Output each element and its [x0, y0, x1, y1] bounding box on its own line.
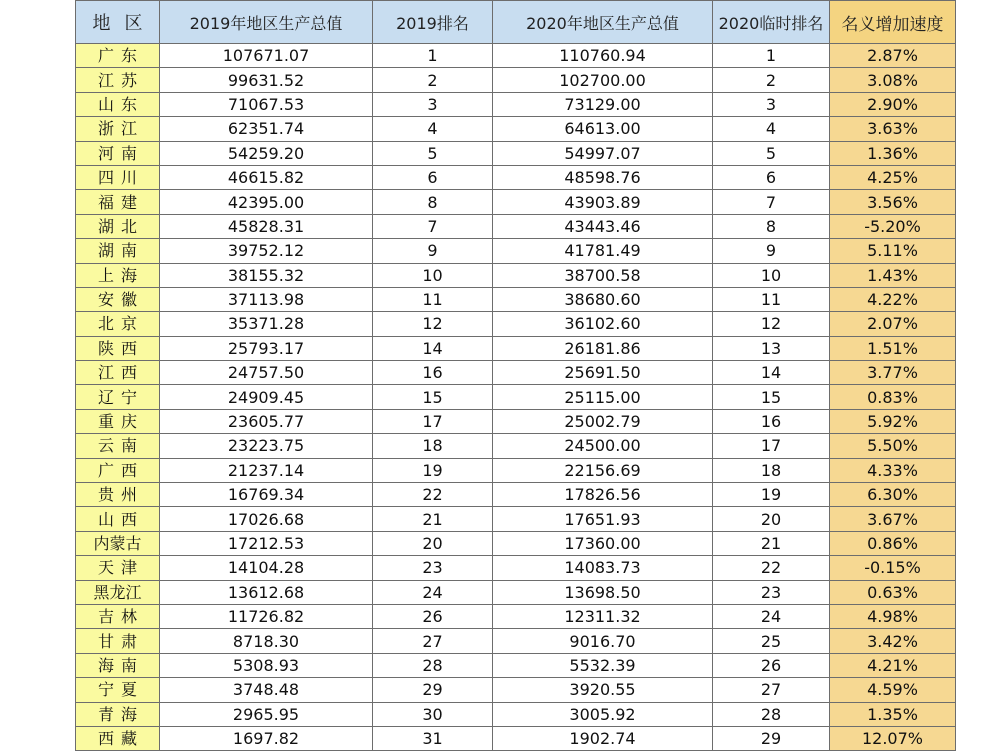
- cell-growth: 0.86%: [830, 531, 956, 555]
- cell-gdp-2019: 62351.74: [160, 117, 373, 141]
- header-rank-2020: 2020临时排名: [713, 1, 830, 44]
- cell-rank-2020: 11: [713, 287, 830, 311]
- cell-gdp-2019: 25793.17: [160, 336, 373, 360]
- cell-gdp-2020: 25691.50: [493, 361, 713, 385]
- cell-growth: 5.92%: [830, 409, 956, 433]
- table-row: [76, 678, 956, 702]
- cell-gdp-2019: 14104.28: [160, 556, 373, 580]
- cell-rank-2019: 19: [373, 458, 493, 482]
- cell-rank-2020: 13: [713, 336, 830, 360]
- cell-gdp-2020: 36102.60: [493, 312, 713, 336]
- cell-growth: 3.42%: [830, 629, 956, 653]
- cell-rank-2019: 1: [373, 44, 493, 68]
- table-row: [76, 361, 956, 385]
- cell-gdp-2020: 5532.39: [493, 653, 713, 677]
- header-gdp-2019: 2019年地区生产总值: [160, 1, 373, 44]
- table-row: [76, 263, 956, 287]
- cell-gdp-2019: 37113.98: [160, 287, 373, 311]
- cell-rank-2020: 29: [713, 726, 830, 750]
- cell-gdp-2019: 71067.53: [160, 92, 373, 116]
- cell-region: 云南: [76, 434, 160, 458]
- cell-gdp-2020: 17826.56: [493, 483, 713, 507]
- cell-growth: 0.83%: [830, 385, 956, 409]
- table-row: [76, 580, 956, 604]
- cell-rank-2019: 22: [373, 483, 493, 507]
- cell-rank-2019: 24: [373, 580, 493, 604]
- cell-gdp-2020: 3005.92: [493, 702, 713, 726]
- cell-gdp-2020: 17360.00: [493, 531, 713, 555]
- cell-region: 江西: [76, 361, 160, 385]
- table-row: [76, 531, 956, 555]
- table-row: [76, 92, 956, 116]
- cell-rank-2019: 28: [373, 653, 493, 677]
- cell-rank-2019: 26: [373, 604, 493, 628]
- cell-gdp-2020: 3920.55: [493, 678, 713, 702]
- cell-gdp-2020: 22156.69: [493, 458, 713, 482]
- cell-region: 浙江: [76, 117, 160, 141]
- cell-rank-2019: 3: [373, 92, 493, 116]
- cell-growth: 4.21%: [830, 653, 956, 677]
- cell-rank-2020: 12: [713, 312, 830, 336]
- cell-gdp-2019: 39752.12: [160, 239, 373, 263]
- cell-growth: 3.08%: [830, 68, 956, 92]
- cell-rank-2020: 18: [713, 458, 830, 482]
- cell-region: 吉林: [76, 604, 160, 628]
- cell-gdp-2020: 12311.32: [493, 604, 713, 628]
- cell-gdp-2020: 41781.49: [493, 239, 713, 263]
- cell-growth: 2.07%: [830, 312, 956, 336]
- cell-gdp-2019: 45828.31: [160, 214, 373, 238]
- table-row: [76, 141, 956, 165]
- cell-gdp-2020: 38700.58: [493, 263, 713, 287]
- header-gdp-2020: 2020年地区生产总值: [493, 1, 713, 44]
- cell-region: 湖北: [76, 214, 160, 238]
- cell-gdp-2019: 16769.34: [160, 483, 373, 507]
- cell-gdp-2020: 38680.60: [493, 287, 713, 311]
- cell-gdp-2020: 25115.00: [493, 385, 713, 409]
- cell-rank-2020: 4: [713, 117, 830, 141]
- cell-gdp-2020: 13698.50: [493, 580, 713, 604]
- cell-rank-2020: 16: [713, 409, 830, 433]
- table-row: [76, 336, 956, 360]
- cell-rank-2020: 25: [713, 629, 830, 653]
- cell-gdp-2019: 13612.68: [160, 580, 373, 604]
- cell-rank-2020: 14: [713, 361, 830, 385]
- table-row: [76, 653, 956, 677]
- cell-gdp-2020: 14083.73: [493, 556, 713, 580]
- cell-growth: 1.51%: [830, 336, 956, 360]
- cell-gdp-2020: 54997.07: [493, 141, 713, 165]
- cell-rank-2020: 17: [713, 434, 830, 458]
- cell-rank-2020: 22: [713, 556, 830, 580]
- table-row: [76, 507, 956, 531]
- cell-rank-2019: 2: [373, 68, 493, 92]
- cell-growth: 4.25%: [830, 165, 956, 189]
- table-row: [76, 287, 956, 311]
- cell-rank-2019: 30: [373, 702, 493, 726]
- cell-region: 天津: [76, 556, 160, 580]
- table-row: [76, 629, 956, 653]
- cell-gdp-2019: 54259.20: [160, 141, 373, 165]
- table-row: [76, 165, 956, 189]
- cell-gdp-2019: 17212.53: [160, 531, 373, 555]
- cell-gdp-2020: 48598.76: [493, 165, 713, 189]
- cell-rank-2019: 12: [373, 312, 493, 336]
- table-header: [76, 1, 956, 44]
- header-row: [76, 1, 956, 44]
- cell-growth: 0.63%: [830, 580, 956, 604]
- table-body: [76, 44, 956, 751]
- cell-gdp-2019: 3748.48: [160, 678, 373, 702]
- cell-gdp-2019: 24909.45: [160, 385, 373, 409]
- cell-region: 广西: [76, 458, 160, 482]
- table-row: [76, 726, 956, 750]
- header-rank-2019: 2019排名: [373, 1, 493, 44]
- cell-growth: -5.20%: [830, 214, 956, 238]
- table-row: [76, 190, 956, 214]
- cell-region: 河南: [76, 141, 160, 165]
- cell-growth: 12.07%: [830, 726, 956, 750]
- cell-region: 上海: [76, 263, 160, 287]
- cell-rank-2019: 21: [373, 507, 493, 531]
- cell-rank-2020: 23: [713, 580, 830, 604]
- cell-rank-2020: 7: [713, 190, 830, 214]
- cell-gdp-2020: 110760.94: [493, 44, 713, 68]
- cell-growth: 1.43%: [830, 263, 956, 287]
- table-row: [76, 68, 956, 92]
- table-row: [76, 44, 956, 68]
- cell-region: 湖南: [76, 239, 160, 263]
- cell-rank-2020: 8: [713, 214, 830, 238]
- cell-growth: 5.11%: [830, 239, 956, 263]
- cell-region: 宁夏: [76, 678, 160, 702]
- cell-rank-2019: 16: [373, 361, 493, 385]
- cell-gdp-2020: 73129.00: [493, 92, 713, 116]
- cell-gdp-2020: 43903.89: [493, 190, 713, 214]
- cell-gdp-2019: 46615.82: [160, 165, 373, 189]
- cell-region: 内蒙古: [76, 531, 160, 555]
- cell-rank-2020: 24: [713, 604, 830, 628]
- cell-region: 海南: [76, 653, 160, 677]
- cell-rank-2019: 20: [373, 531, 493, 555]
- cell-rank-2019: 9: [373, 239, 493, 263]
- cell-growth: 3.56%: [830, 190, 956, 214]
- cell-rank-2019: 18: [373, 434, 493, 458]
- cell-rank-2019: 27: [373, 629, 493, 653]
- cell-rank-2020: 21: [713, 531, 830, 555]
- cell-rank-2020: 2: [713, 68, 830, 92]
- cell-region: 北京: [76, 312, 160, 336]
- cell-gdp-2019: 99631.52: [160, 68, 373, 92]
- cell-rank-2019: 23: [373, 556, 493, 580]
- cell-gdp-2019: 23605.77: [160, 409, 373, 433]
- cell-region: 贵州: [76, 483, 160, 507]
- cell-gdp-2020: 1902.74: [493, 726, 713, 750]
- table-row: [76, 239, 956, 263]
- cell-rank-2020: 3: [713, 92, 830, 116]
- header-region: 地区: [76, 1, 160, 44]
- cell-rank-2019: 4: [373, 117, 493, 141]
- cell-rank-2019: 29: [373, 678, 493, 702]
- cell-rank-2020: 26: [713, 653, 830, 677]
- cell-gdp-2019: 5308.93: [160, 653, 373, 677]
- cell-gdp-2019: 35371.28: [160, 312, 373, 336]
- cell-region: 陕西: [76, 336, 160, 360]
- cell-gdp-2019: 11726.82: [160, 604, 373, 628]
- cell-gdp-2019: 38155.32: [160, 263, 373, 287]
- table-row: [76, 604, 956, 628]
- cell-gdp-2019: 107671.07: [160, 44, 373, 68]
- cell-rank-2020: 6: [713, 165, 830, 189]
- cell-rank-2019: 31: [373, 726, 493, 750]
- cell-region: 重庆: [76, 409, 160, 433]
- cell-rank-2020: 27: [713, 678, 830, 702]
- cell-rank-2020: 15: [713, 385, 830, 409]
- cell-gdp-2019: 1697.82: [160, 726, 373, 750]
- cell-rank-2019: 10: [373, 263, 493, 287]
- cell-gdp-2020: 24500.00: [493, 434, 713, 458]
- cell-region: 四川: [76, 165, 160, 189]
- cell-rank-2020: 20: [713, 507, 830, 531]
- table-row: [76, 702, 956, 726]
- cell-gdp-2019: 21237.14: [160, 458, 373, 482]
- cell-region: 辽宁: [76, 385, 160, 409]
- table-row: [76, 434, 956, 458]
- cell-rank-2019: 7: [373, 214, 493, 238]
- cell-rank-2020: 10: [713, 263, 830, 287]
- cell-gdp-2019: 23223.75: [160, 434, 373, 458]
- cell-gdp-2019: 17026.68: [160, 507, 373, 531]
- cell-rank-2020: 1: [713, 44, 830, 68]
- gdp-table: [75, 0, 956, 751]
- cell-rank-2019: 17: [373, 409, 493, 433]
- table-row: [76, 483, 956, 507]
- cell-gdp-2020: 9016.70: [493, 629, 713, 653]
- cell-region: 黑龙江: [76, 580, 160, 604]
- cell-growth: 2.90%: [830, 92, 956, 116]
- cell-rank-2019: 15: [373, 385, 493, 409]
- table-row: [76, 312, 956, 336]
- cell-region: 江苏: [76, 68, 160, 92]
- cell-growth: 3.77%: [830, 361, 956, 385]
- cell-growth: 6.30%: [830, 483, 956, 507]
- cell-gdp-2019: 8718.30: [160, 629, 373, 653]
- cell-growth: 4.59%: [830, 678, 956, 702]
- cell-rank-2020: 28: [713, 702, 830, 726]
- cell-gdp-2020: 64613.00: [493, 117, 713, 141]
- cell-growth: 1.35%: [830, 702, 956, 726]
- cell-gdp-2019: 24757.50: [160, 361, 373, 385]
- cell-rank-2019: 11: [373, 287, 493, 311]
- cell-gdp-2019: 42395.00: [160, 190, 373, 214]
- cell-region: 青海: [76, 702, 160, 726]
- cell-region: 山东: [76, 92, 160, 116]
- cell-gdp-2020: 25002.79: [493, 409, 713, 433]
- header-growth: 名义增加速度: [830, 1, 956, 44]
- cell-rank-2019: 14: [373, 336, 493, 360]
- cell-growth: 3.63%: [830, 117, 956, 141]
- cell-region: 山西: [76, 507, 160, 531]
- cell-growth: 2.87%: [830, 44, 956, 68]
- cell-region: 广东: [76, 44, 160, 68]
- cell-rank-2019: 5: [373, 141, 493, 165]
- cell-gdp-2020: 102700.00: [493, 68, 713, 92]
- cell-gdp-2019: 2965.95: [160, 702, 373, 726]
- table-row: [76, 458, 956, 482]
- cell-growth: 1.36%: [830, 141, 956, 165]
- table-row: [76, 385, 956, 409]
- cell-region: 安徽: [76, 287, 160, 311]
- cell-growth: 3.67%: [830, 507, 956, 531]
- cell-gdp-2020: 43443.46: [493, 214, 713, 238]
- table-row: [76, 409, 956, 433]
- table-row: [76, 117, 956, 141]
- cell-rank-2020: 19: [713, 483, 830, 507]
- table-row: [76, 556, 956, 580]
- cell-region: 福建: [76, 190, 160, 214]
- cell-rank-2019: 8: [373, 190, 493, 214]
- cell-region: 甘肃: [76, 629, 160, 653]
- cell-gdp-2020: 26181.86: [493, 336, 713, 360]
- cell-growth: 4.98%: [830, 604, 956, 628]
- cell-growth: -0.15%: [830, 556, 956, 580]
- cell-growth: 4.22%: [830, 287, 956, 311]
- cell-gdp-2020: 17651.93: [493, 507, 713, 531]
- cell-rank-2020: 9: [713, 239, 830, 263]
- cell-rank-2019: 6: [373, 165, 493, 189]
- cell-growth: 5.50%: [830, 434, 956, 458]
- table-row: [76, 214, 956, 238]
- cell-growth: 4.33%: [830, 458, 956, 482]
- cell-rank-2020: 5: [713, 141, 830, 165]
- cell-region: 西藏: [76, 726, 160, 750]
